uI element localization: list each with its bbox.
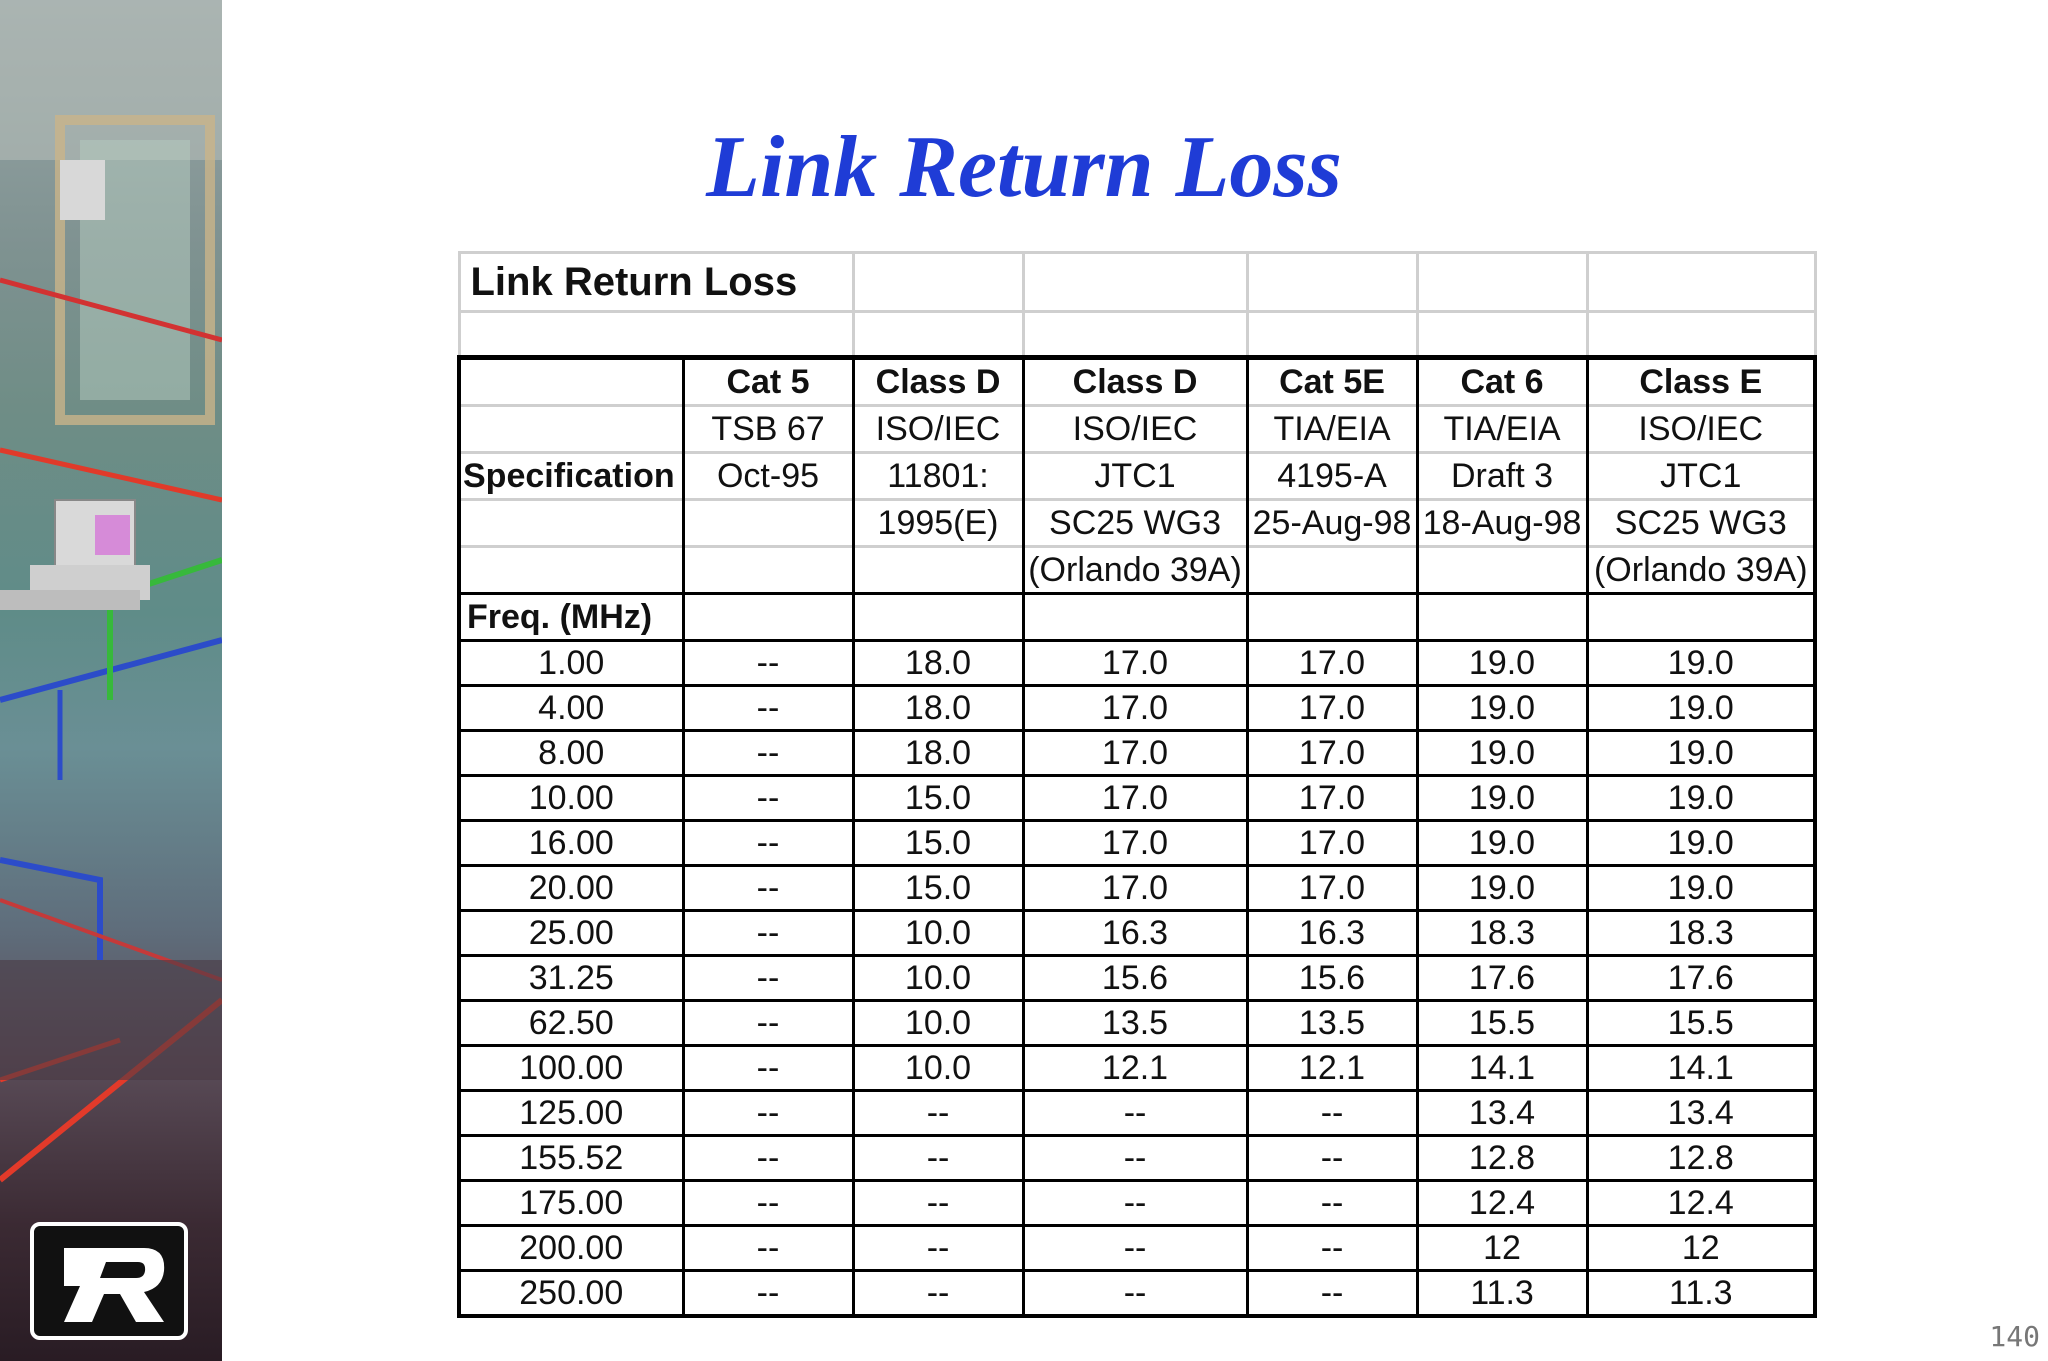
table-row bbox=[459, 1001, 1815, 1046]
value-cell: -- bbox=[683, 1271, 853, 1317]
spec-cell: Oct-95 bbox=[683, 453, 853, 500]
value-cell: -- bbox=[683, 686, 853, 731]
value-cell: 12 bbox=[1587, 1226, 1815, 1271]
table-row bbox=[459, 911, 1815, 956]
value-cell: -- bbox=[683, 956, 853, 1001]
freq-cell: 125.00 bbox=[459, 1091, 683, 1136]
value-cell: 19.0 bbox=[1417, 641, 1587, 686]
empty-cell bbox=[459, 500, 683, 547]
spec-cell bbox=[853, 547, 1023, 594]
value-cell: -- bbox=[1023, 1091, 1247, 1136]
table-row bbox=[459, 1226, 1815, 1271]
value-cell: -- bbox=[853, 1091, 1023, 1136]
value-cell: -- bbox=[683, 641, 853, 686]
spec-cell: JTC1 bbox=[1023, 453, 1247, 500]
R-logo-icon bbox=[30, 1222, 188, 1340]
empty-cell bbox=[1417, 312, 1587, 358]
value-cell: -- bbox=[1023, 1226, 1247, 1271]
value-cell: 16.3 bbox=[1023, 911, 1247, 956]
table-caption: Link Return Loss bbox=[459, 253, 853, 312]
table-row bbox=[459, 1091, 1815, 1136]
value-cell: 19.0 bbox=[1417, 686, 1587, 731]
column-header: Cat 6 bbox=[1417, 358, 1587, 406]
freq-label-row bbox=[459, 594, 1815, 641]
value-cell: 16.3 bbox=[1247, 911, 1417, 956]
value-cell: -- bbox=[1023, 1181, 1247, 1226]
freq-cell: 100.00 bbox=[459, 1046, 683, 1091]
value-cell: 19.0 bbox=[1417, 866, 1587, 911]
value-cell: 19.0 bbox=[1587, 776, 1815, 821]
freq-cell: 20.00 bbox=[459, 866, 683, 911]
value-cell: 12.8 bbox=[1587, 1136, 1815, 1181]
value-cell: 12.4 bbox=[1587, 1181, 1815, 1226]
freq-cell: 155.52 bbox=[459, 1136, 683, 1181]
spec-cell: TIA/EIA bbox=[1417, 406, 1587, 453]
column-header: Class D bbox=[1023, 358, 1247, 406]
table-row bbox=[459, 1136, 1815, 1181]
value-cell: 17.0 bbox=[1247, 866, 1417, 911]
spec-row bbox=[459, 453, 1815, 500]
empty-cell bbox=[853, 253, 1023, 312]
value-cell: 19.0 bbox=[1587, 641, 1815, 686]
value-cell: -- bbox=[683, 1226, 853, 1271]
empty-cell bbox=[1587, 253, 1815, 312]
value-cell: 17.0 bbox=[1023, 776, 1247, 821]
empty-cell bbox=[1023, 594, 1247, 641]
empty-cell bbox=[1247, 253, 1417, 312]
value-cell: -- bbox=[683, 1181, 853, 1226]
empty-cell bbox=[683, 594, 853, 641]
spec-cell: TIA/EIA bbox=[1247, 406, 1417, 453]
value-cell: 15.5 bbox=[1417, 1001, 1587, 1046]
empty-cell bbox=[1587, 594, 1815, 641]
empty-cell bbox=[853, 312, 1023, 358]
spec-cell: (Orlando 39A) bbox=[1587, 547, 1815, 594]
value-cell: -- bbox=[683, 911, 853, 956]
column-header-row bbox=[459, 358, 1815, 406]
spec-cell: Draft 3 bbox=[1417, 453, 1587, 500]
value-cell: -- bbox=[683, 776, 853, 821]
value-cell: 10.0 bbox=[853, 956, 1023, 1001]
value-cell: -- bbox=[683, 731, 853, 776]
column-header: Cat 5 bbox=[683, 358, 853, 406]
value-cell: 15.0 bbox=[853, 776, 1023, 821]
value-cell: 17.0 bbox=[1247, 821, 1417, 866]
slide-title: Link Return Loss bbox=[706, 119, 1342, 216]
spec-cell: TSB 67 bbox=[683, 406, 853, 453]
spec-cell bbox=[1417, 547, 1587, 594]
value-cell: 12.4 bbox=[1417, 1181, 1587, 1226]
freq-cell: 200.00 bbox=[459, 1226, 683, 1271]
empty-cell bbox=[1417, 594, 1587, 641]
value-cell: 13.4 bbox=[1417, 1091, 1587, 1136]
freq-cell: 175.00 bbox=[459, 1181, 683, 1226]
value-cell: -- bbox=[1247, 1226, 1417, 1271]
table-row bbox=[459, 1271, 1815, 1317]
value-cell: 15.6 bbox=[1247, 956, 1417, 1001]
value-cell: 14.1 bbox=[1417, 1046, 1587, 1091]
empty-cell bbox=[1417, 253, 1587, 312]
value-cell: 17.0 bbox=[1247, 686, 1417, 731]
value-cell: 19.0 bbox=[1587, 731, 1815, 776]
value-cell: 15.0 bbox=[853, 866, 1023, 911]
value-cell: 19.0 bbox=[1417, 731, 1587, 776]
value-cell: 18.0 bbox=[853, 731, 1023, 776]
spec-cell: SC25 WG3 bbox=[1587, 500, 1815, 547]
value-cell: -- bbox=[1247, 1271, 1417, 1317]
value-cell: 17.0 bbox=[1023, 821, 1247, 866]
column-header: Class E bbox=[1587, 358, 1815, 406]
value-cell: 11.3 bbox=[1587, 1271, 1815, 1317]
spec-row bbox=[459, 500, 1815, 547]
value-cell: -- bbox=[683, 1046, 853, 1091]
value-cell: -- bbox=[853, 1181, 1023, 1226]
empty-cell bbox=[1247, 312, 1417, 358]
spacer-row bbox=[459, 312, 1815, 358]
freq-cell: 250.00 bbox=[459, 1271, 683, 1317]
value-cell: -- bbox=[1247, 1136, 1417, 1181]
empty-cell bbox=[459, 547, 683, 594]
spec-cell: 18-Aug-98 bbox=[1417, 500, 1587, 547]
value-cell: -- bbox=[683, 1136, 853, 1181]
table-row bbox=[459, 731, 1815, 776]
spec-cell bbox=[683, 547, 853, 594]
value-cell: 10.0 bbox=[853, 1001, 1023, 1046]
value-cell: 18.0 bbox=[853, 686, 1023, 731]
value-cell: 17.0 bbox=[1023, 866, 1247, 911]
spec-cell bbox=[1247, 547, 1417, 594]
spec-cell: 1995(E) bbox=[853, 500, 1023, 547]
value-cell: 11.3 bbox=[1417, 1271, 1587, 1317]
empty-cell bbox=[853, 594, 1023, 641]
freq-cell: 8.00 bbox=[459, 731, 683, 776]
table-row bbox=[459, 1181, 1815, 1226]
table-row bbox=[459, 1046, 1815, 1091]
page-number: 140 bbox=[1989, 1320, 2040, 1353]
spec-cell: ISO/IEC bbox=[1023, 406, 1247, 453]
value-cell: 19.0 bbox=[1587, 821, 1815, 866]
spec-cell: 11801: bbox=[853, 453, 1023, 500]
spec-cell: ISO/IEC bbox=[1587, 406, 1815, 453]
value-cell: 12.8 bbox=[1417, 1136, 1587, 1181]
value-cell: 17.0 bbox=[1023, 686, 1247, 731]
value-cell: -- bbox=[1247, 1181, 1417, 1226]
value-cell: 15.5 bbox=[1587, 1001, 1815, 1046]
table-row bbox=[459, 686, 1815, 731]
value-cell: -- bbox=[683, 1001, 853, 1046]
caption-row bbox=[459, 253, 1815, 312]
value-cell: 15.0 bbox=[853, 821, 1023, 866]
value-cell: 15.6 bbox=[1023, 956, 1247, 1001]
spec-cell: ISO/IEC bbox=[853, 406, 1023, 453]
value-cell: 10.0 bbox=[853, 911, 1023, 956]
freq-cell: 4.00 bbox=[459, 686, 683, 731]
value-cell: -- bbox=[1247, 1091, 1417, 1136]
value-cell: -- bbox=[853, 1226, 1023, 1271]
value-cell: -- bbox=[683, 821, 853, 866]
value-cell: 19.0 bbox=[1587, 866, 1815, 911]
value-cell: 17.0 bbox=[1247, 731, 1417, 776]
freq-cell: 1.00 bbox=[459, 641, 683, 686]
value-cell: 19.0 bbox=[1587, 686, 1815, 731]
value-cell: 17.6 bbox=[1417, 956, 1587, 1001]
return-loss-table bbox=[457, 251, 1813, 1318]
value-cell: 10.0 bbox=[853, 1046, 1023, 1091]
value-cell: 12 bbox=[1417, 1226, 1587, 1271]
spec-label: Specification bbox=[459, 453, 683, 500]
value-cell: -- bbox=[683, 1091, 853, 1136]
value-cell: 17.0 bbox=[1023, 641, 1247, 686]
column-header: Cat 5E bbox=[1247, 358, 1417, 406]
value-cell: 14.1 bbox=[1587, 1046, 1815, 1091]
value-cell: 13.5 bbox=[1247, 1001, 1417, 1046]
spec-cell: JTC1 bbox=[1587, 453, 1815, 500]
value-cell: 17.0 bbox=[1247, 776, 1417, 821]
table-row bbox=[459, 956, 1815, 1001]
value-cell: 17.0 bbox=[1247, 641, 1417, 686]
empty-cell bbox=[459, 358, 683, 406]
empty-cell bbox=[1247, 594, 1417, 641]
freq-cell: 31.25 bbox=[459, 956, 683, 1001]
freq-label: Freq. (MHz) bbox=[459, 594, 683, 641]
freq-cell: 16.00 bbox=[459, 821, 683, 866]
value-cell: 18.3 bbox=[1417, 911, 1587, 956]
value-cell: 12.1 bbox=[1247, 1046, 1417, 1091]
value-cell: 17.6 bbox=[1587, 956, 1815, 1001]
spec-cell: (Orlando 39A) bbox=[1023, 547, 1247, 594]
value-cell: 18.0 bbox=[853, 641, 1023, 686]
table-row bbox=[459, 641, 1815, 686]
value-cell: -- bbox=[853, 1271, 1023, 1317]
value-cell: -- bbox=[853, 1136, 1023, 1181]
value-cell: -- bbox=[1023, 1136, 1247, 1181]
value-cell: 13.4 bbox=[1587, 1091, 1815, 1136]
empty-cell bbox=[1023, 312, 1247, 358]
freq-cell: 25.00 bbox=[459, 911, 683, 956]
value-cell: 19.0 bbox=[1417, 776, 1587, 821]
table-row bbox=[459, 821, 1815, 866]
freq-cell: 62.50 bbox=[459, 1001, 683, 1046]
value-cell: 18.3 bbox=[1587, 911, 1815, 956]
spec-cell: SC25 WG3 bbox=[1023, 500, 1247, 547]
spec-row bbox=[459, 406, 1815, 453]
spec-row bbox=[459, 547, 1815, 594]
value-cell: -- bbox=[683, 866, 853, 911]
empty-cell bbox=[459, 406, 683, 453]
column-header: Class D bbox=[853, 358, 1023, 406]
spec-cell bbox=[683, 500, 853, 547]
table-row bbox=[459, 776, 1815, 821]
value-cell: -- bbox=[1023, 1271, 1247, 1317]
empty-cell bbox=[1587, 312, 1815, 358]
table-row bbox=[459, 866, 1815, 911]
empty-cell bbox=[1023, 253, 1247, 312]
spec-cell: 25-Aug-98 bbox=[1247, 500, 1417, 547]
empty-cell bbox=[459, 312, 853, 358]
spec-cell: 4195-A bbox=[1247, 453, 1417, 500]
value-cell: 17.0 bbox=[1023, 731, 1247, 776]
freq-cell: 10.00 bbox=[459, 776, 683, 821]
value-cell: 13.5 bbox=[1023, 1001, 1247, 1046]
value-cell: 12.1 bbox=[1023, 1046, 1247, 1091]
value-cell: 19.0 bbox=[1417, 821, 1587, 866]
